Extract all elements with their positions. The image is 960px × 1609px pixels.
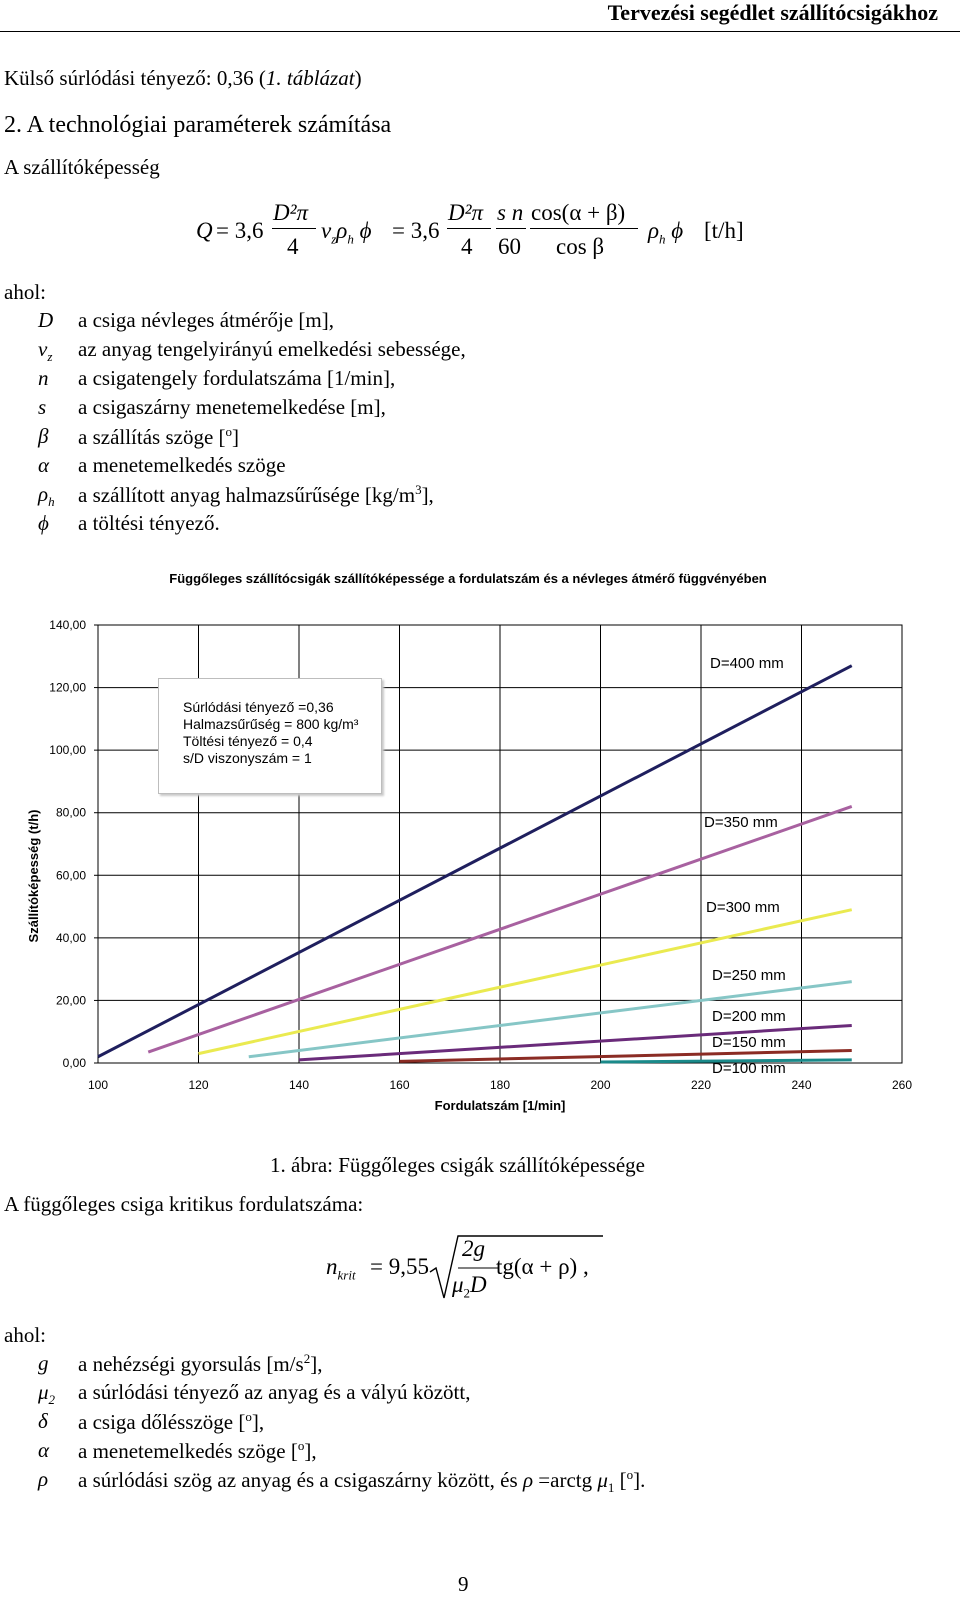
series-label: D=350 mm [704,814,778,831]
figure-caption: 1. ábra: Függőleges csigák szállítóképessége [270,1153,645,1177]
running-header: Tervezési segédlet szállítócsigákhoz [607,0,938,25]
series-label: D=400 mm [710,655,784,672]
def-text: a nehézségi gyorsulás $[m/s^2]$, [78,1351,323,1376]
x-tick-label: 200 [590,1078,611,1092]
def-text: a szállított anyag halmazsűrűsége $[kg/m^3]$, [78,482,434,507]
def-text: a csiga névleges átmérője [m], [78,308,334,332]
def-symbol: α [38,1438,50,1462]
def-symbol: β [38,424,49,448]
def-symbol: ϕ [38,511,49,535]
def-symbol: D [38,308,54,332]
y-tick-label: 60,00 [55,868,86,883]
x-tick-label: 140 [288,1078,310,1092]
chart-xlabel: Fordulatszám [1/min] [434,1098,566,1113]
capacity-label: A szállítóképesség [4,155,160,179]
legend-line: Súrlódási tényező =0,36 [183,699,334,715]
critical-label: A függőleges csiga kritikus fordulatszáma: [4,1192,364,1216]
x-tick-label: 100 [87,1078,109,1092]
y-tick-label: 100,00 [49,743,86,758]
y-tick-label: 20,00 [55,993,86,1008]
def-symbol: $v_z$ [38,337,53,365]
legend-line: Halmazsűrűség = 800 kg/m³ [183,716,359,732]
def-text: a csigaszárny menetemelkedése [m], [78,395,386,419]
def-text: a csigatengely fordulatszáma [1/min], [78,366,396,390]
x-tick-label: 240 [791,1078,812,1092]
def-symbol: s [38,395,47,419]
section-title: 2. A technológiai paraméterek számítása [4,112,392,138]
chart-ylabel: Szállítóképesség (t/h) [26,809,41,943]
series-label: D=100 mm [712,1060,786,1077]
def-text: a csiga dőlésszöge [$^o$], [78,1409,265,1434]
where-label-2: ahol: [4,1323,46,1347]
chart-title: Függőleges szállítócsigák szállítóképessége a fordulatszám és a névleges átmérő függvényében [169,571,767,586]
legend-line: s/D viszonyszám = 1 [183,750,312,766]
x-tick-label: 120 [188,1078,209,1092]
series-label: D=150 mm [712,1034,786,1051]
def-symbol: δ [38,1409,48,1433]
x-tick-label: 160 [389,1078,410,1092]
def-text: a súrlódási szög az anyag és a csigaszárny között, és ρ =arctg $\mu_1$ [$^o$]. [78,1467,646,1496]
y-tick-label: 80,00 [55,805,86,820]
y-tick-label: 40,00 [55,930,86,945]
y-tick-label: 120,00 [49,680,86,695]
x-tick-label: 180 [489,1078,511,1092]
x-tick-label: 220 [690,1078,712,1092]
series-label: D=200 mm [712,1008,786,1025]
def-text: az anyag tengelyirányú emelkedési sebessége, [78,337,466,361]
page-number: 9 [458,1572,469,1596]
def-symbol: $\mu_2$ [38,1380,56,1408]
def-text: a súrlódási tényező az anyag és a vályú között, [78,1380,471,1404]
y-tick-label: 140,00 [49,618,86,632]
def-symbol: ρ [38,1467,49,1491]
series-label: D=250 mm [712,967,786,984]
x-tick-label: 260 [891,1078,913,1092]
series-label: D=300 mm [706,899,780,916]
friction-line: Külső súrlódási tényező: 0,36 (1. táblázat) [4,66,362,90]
def-text: a töltési tényező. [78,511,220,535]
y-tick-label: 0,00 [62,1056,86,1070]
def-symbol: $\rho_h$ [38,482,55,510]
legend-line: Töltési tényező = 0,4 [183,733,313,749]
def-text: a szállítás szöge [$^o$] [78,424,240,449]
def-symbol: n [38,366,49,390]
capacity-chart [0,560,960,1120]
def-text: a menetemelkedés szöge [$^o$], [78,1438,317,1463]
chart-legend-box [158,678,382,794]
def-text: a menetemelkedés szöge [78,453,286,477]
where-label: ahol: [4,280,46,304]
header-rule [0,31,960,32]
def-symbol: α [38,453,50,477]
def-symbol: g [38,1351,49,1375]
